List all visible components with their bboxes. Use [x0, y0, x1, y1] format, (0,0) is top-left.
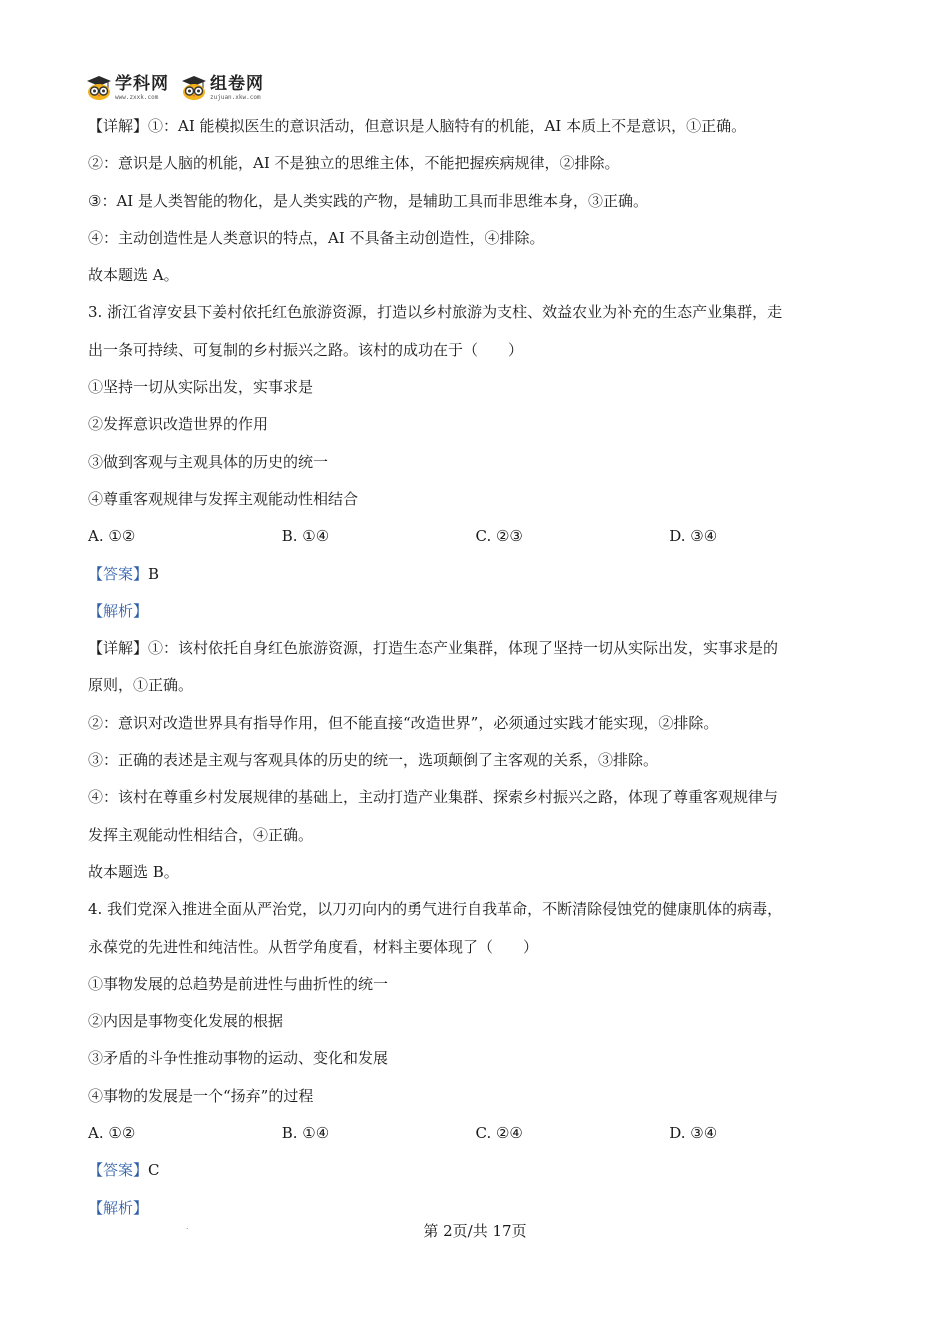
answer-value: B: [148, 564, 160, 583]
answer-options: [88, 518, 863, 555]
statement-item: ③做到客观与主观具体的历史的统一: [88, 452, 329, 471]
page-number: 第 2页/共 17页: [423, 1222, 527, 1240]
answer-tag: 【答案】: [88, 564, 149, 583]
text-line: 【详解】①：该村依托自身红色旅游资源，打造生态产业集群，体现了坚持一切从实际出发，实事求是的: [88, 639, 779, 658]
text-line: ②：意识是人脑的机能，AI 不是独立的思维主体，不能把握疾病规律，②排除。: [88, 154, 620, 173]
statement-item: ②发挥意识改造世界的作用: [88, 415, 269, 434]
answer-tag: 【答案】: [88, 1161, 149, 1180]
statement-item: ①坚持一切从实际出发，实事求是: [88, 378, 314, 397]
question-stem: 3. 浙江省淳安县下姜村依托红色旅游资源，打造以乡村旅游为支柱、效益农业为补充的生态产业集群，走: [88, 303, 783, 322]
statement-item: ①事物发展的总趋势是前进性与曲折性的统一: [88, 974, 389, 993]
text-line: ②：意识对改造世界具有指导作用，但不能直接“改造世界”，必须通过实践才能实现，②排除。: [88, 713, 719, 732]
statement-item: ③矛盾的斗争性推动事物的运动、变化和发展: [88, 1049, 389, 1068]
answer-value: C: [148, 1161, 160, 1180]
option-c: C. ②③: [475, 527, 523, 546]
document-body: [88, 108, 863, 1227]
question-stem: 出一条可持续、可复制的乡村振兴之路。该村的成功在于（ ）: [88, 340, 524, 359]
text-line: ④：该村在尊重乡村发展规律的基础上，主动打造产业集群、探索乡村振兴之路，体现了尊重客观规律与: [88, 788, 779, 807]
section-tag: 【详解】: [88, 639, 149, 658]
option-b: B. ①④: [281, 1124, 330, 1143]
text-line: 原则，①正确。: [88, 676, 194, 695]
option-d: D. ③④: [669, 527, 718, 546]
logo-name: 学科网: [115, 73, 169, 94]
option-a: A. ①②: [88, 1124, 136, 1143]
answer-line: [88, 556, 863, 593]
text-line: ③：正确的表述是主观与客观具体的历史的统一，选项颠倒了主客观的关系，③排除。: [88, 751, 659, 770]
statement-item: ②内因是事物变化发展的根据: [88, 1012, 284, 1031]
section-tag: 【详解】: [88, 117, 149, 135]
logo-zujuan: [181, 75, 264, 101]
text-line: 发挥主观能动性相结合，④正确。: [88, 825, 314, 844]
analysis-tag: 【解析】: [88, 601, 149, 620]
logo-xueke: [86, 75, 169, 101]
conclusion-line: 故本题选 B。: [88, 862, 179, 881]
question-stem: 永葆党的先进性和纯洁性。从哲学角度看，材料主要体现了（ ）: [88, 937, 539, 956]
answer-options: [88, 1115, 863, 1152]
option-b: B. ①④: [281, 527, 330, 546]
answer-line: [88, 1152, 863, 1189]
owl-logo-icon: [181, 75, 207, 101]
site-logo: [86, 72, 276, 104]
logo-name: 组卷网: [210, 73, 264, 94]
conclusion-line: 故本题选 A。: [88, 266, 179, 285]
text-line: 【详解】①：AI 能模拟医生的意识活动，但意识是人脑特有的机能，AI 本质上不是意识，①正确。: [88, 117, 747, 135]
footer-dot: .: [186, 1222, 189, 1231]
question-stem: 4. 我们党深入推进全面从严治党，以刀刃向内的勇气进行自我革命，不断清除侵蚀党的健康肌体的病毒，: [88, 900, 783, 919]
statement-item: ④尊重客观规律与发挥主观能动性相结合: [88, 489, 359, 508]
option-a: A. ①②: [88, 527, 136, 546]
analysis-tag: 【解析】: [88, 1198, 149, 1217]
logo-url: www.zxxk.com: [115, 93, 159, 101]
option-c: C. ②④: [475, 1124, 523, 1143]
statement-item: ④事物的发展是一个“扬弃”的过程: [88, 1086, 314, 1105]
option-d: D. ③④: [669, 1124, 718, 1143]
text-line: ④：主动创造性是人类意识的特点，AI 不具备主动创造性，④排除。: [88, 228, 545, 247]
text-line: ③：AI 是人类智能的物化，是人类实践的产物，是辅助工具而非思维本身，③正确。: [88, 191, 648, 210]
logo-url: zujuan.xkw.com: [210, 93, 261, 101]
owl-logo-icon: [86, 75, 112, 101]
